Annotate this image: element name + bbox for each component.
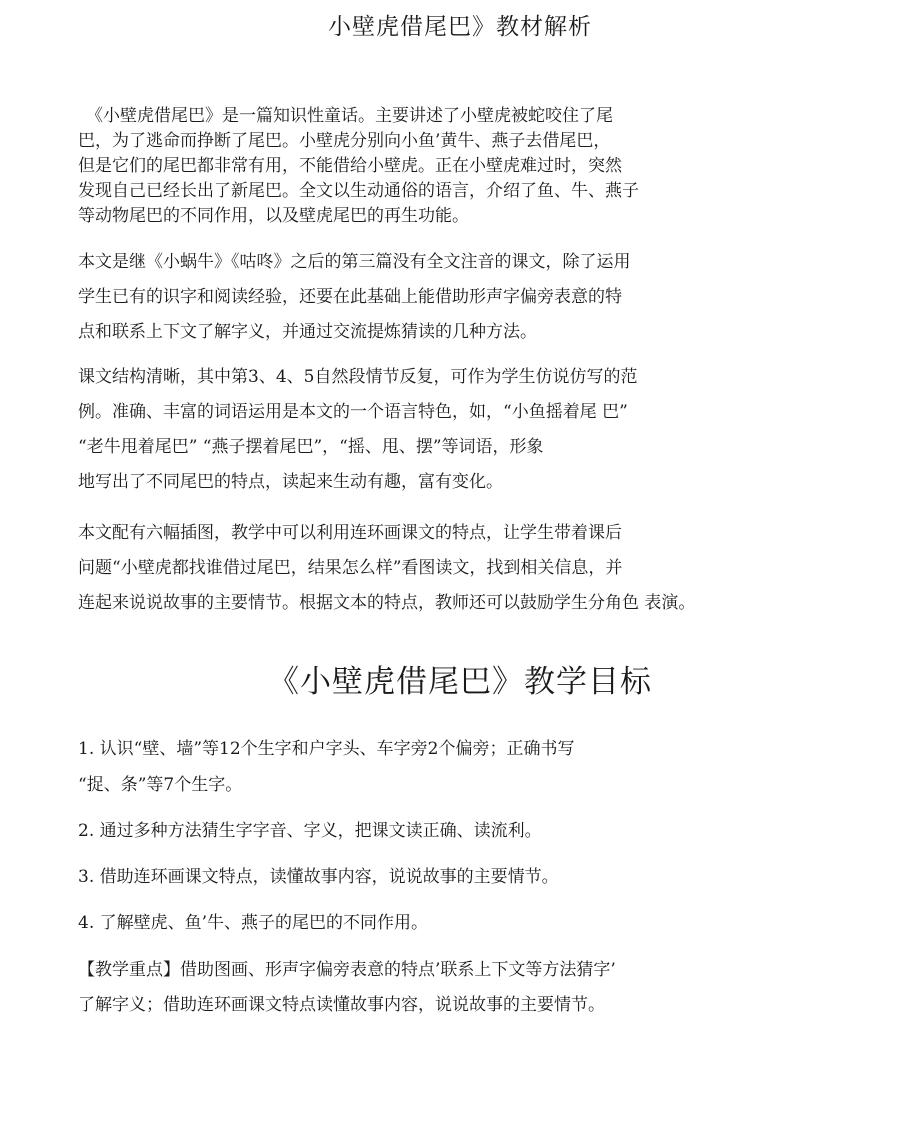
intro-paragraph — [78, 104, 718, 229]
intro-line: 发现自己已经长出了新尾巴。全文以生动通俗的语言，介绍了鱼、牛、燕子 — [78, 181, 639, 201]
paragraph-line: 地写出了不同尾巴的特点，读起来生动有趣，富有变化。 — [78, 472, 503, 492]
goals-heading: 《小壁虎借尾巴》教学目标 — [268, 664, 652, 700]
paragraph-line: 本文是继《小蜗牛》《咕咚》之后的第三篇没有全文注音的课文，除了运用 — [78, 252, 631, 272]
goal-item-4: 4. 了解壁虎、鱼’牛、燕子的尾巴的不同作用。 — [78, 913, 429, 933]
paragraph-line: 连起来说说故事的主要情节。根据文本的特点，教师还可以鼓励学生分角色 表演。 — [78, 593, 696, 613]
analysis-paragraph-4 — [78, 516, 798, 621]
paragraph-line: 学生已有的识字和阅读经验，还要在此基础上能借助形声字偏旁表意的特 — [78, 287, 622, 307]
keypoint-line: 【教学重点】借助图画、形声字偏旁表意的特点’联系上下文等方法猜字’ — [78, 960, 616, 980]
teaching-goals-list — [78, 731, 718, 941]
analysis-paragraph-3 — [78, 360, 718, 500]
goal-item-1-line-1: 1. 认识“壁、墙”等12个生字和户字头、车字旁2个偏旁；正确书写 — [78, 739, 575, 759]
paragraph-line: 例。准确、丰富的词语运用是本文的一个语言特色，如，“小鱼摇着尾 巴” — [78, 402, 628, 422]
intro-line: 但是它们的尾巴都非常有用，不能借给小壁虎。正在小壁虎难过时，突然 — [78, 156, 622, 176]
paragraph-line: 本文配有六幅插图，教学中可以利用连环画课文的特点，让学生带着课后 — [78, 523, 622, 543]
intro-line: 《小壁虎借尾巴》是一篇知识性童话。主要讲述了小壁虎被蛇咬住了尾 — [86, 106, 613, 126]
teaching-keypoint — [78, 953, 718, 1023]
intro-line: 等动物尾巴的不同作用，以及壁虎尾巴的再生功能。 — [78, 206, 469, 226]
paragraph-line: 课文结构清晰，其中第3、4、5自然段情节反复，可作为学生仿说仿写的范 — [78, 367, 638, 387]
paragraph-line: 点和联系上下文了解字义，并通过交流提炼猜读的几种方法。 — [78, 322, 537, 342]
goal-item-2: 2. 通过多种方法猜生字字音、字义，把课文读正确、读流利。 — [78, 821, 542, 841]
paragraph-line: 问题“小壁虎都找谁借过尾巴，结果怎么样”看图读文，找到相关信息，并 — [78, 558, 623, 578]
goal-item-3: 3. 借助连环画课文特点，读懂故事内容，说说故事的主要情节。 — [78, 867, 559, 887]
keypoint-line: 了解字义；借助连环画课文特点读懂故事内容，说说故事的主要情节。 — [78, 995, 605, 1015]
analysis-paragraph-2 — [78, 245, 718, 350]
document-title: 小壁虎借尾巴》教材解析 — [328, 14, 592, 40]
goal-item-1-line-2: “捉、条”等7个生字。 — [78, 775, 243, 795]
paragraph-line: “老牛甩着尾巴” “燕子摆着尾巴”，“摇、甩、摆”等词语，形象 — [78, 437, 544, 457]
intro-line: 巴，为了逃命而挣断了尾巴。小壁虎分别向小鱼’黄牛、燕子去借尾巴， — [78, 131, 611, 151]
